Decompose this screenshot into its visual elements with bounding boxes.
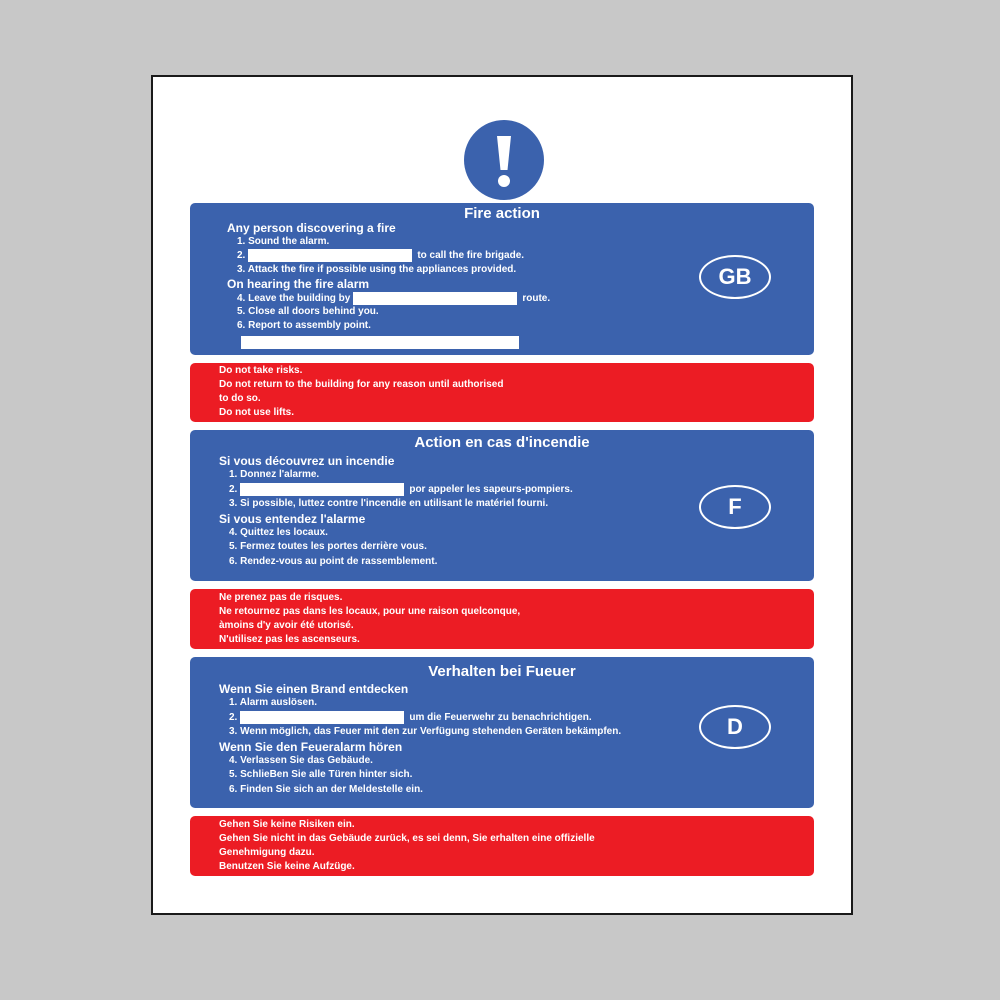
gb-title: Fire action [464,205,540,222]
fr-title: Action en cas d'incendie [414,434,590,451]
de-title: Verhalten bei Fueuer [428,663,576,680]
fr-country-badge: F [699,485,771,529]
gb-step-3: 3. Attack the fire if possible using the appliances provided. [237,264,517,275]
de-step-5: 5. SchlieBen Sie alle Türen hinter sich. [229,769,413,780]
fr-warning-4: N'utilisez pas les ascenseurs. [219,634,360,645]
de-phone-blank-field[interactable] [240,711,404,724]
fr-phone-blank-field[interactable] [240,483,404,496]
gb-step-4-text: 4. Leave the building by [237,293,351,304]
gb-heading-hearing: On hearing the fire alarm [227,277,370,291]
gb-step-5: 5. Close all doors behind you. [237,306,379,317]
fr-step-4: 4. Quittez les locaux. [229,527,328,538]
gb-warnings-panel [190,363,814,422]
de-step-3: 3. Wenn möglich, das Feuer mit den zur Verfügung stehenden Geräten bekämpfen. [229,726,622,737]
de-heading-hearing: Wenn Sie den Feueralarm hören [219,740,403,754]
gb-instructions-panel [190,203,814,355]
fr-step-5: 5. Fermez toutes les portes derrière vous. [229,541,427,552]
fr-step-1: 1. Donnez l'alarme. [229,469,320,480]
fire-action-sign [151,75,853,915]
de-heading-discovering: Wenn Sie einen Brand entdecken [219,682,409,696]
de-country-badge: D [699,705,771,749]
de-warnings-panel [190,816,814,876]
de-warning-2: Gehen Sie nicht in das Gebäude zurück, es sei denn, Sie erhalten eine offizielle [219,833,595,844]
gb-assembly-point-blank-field[interactable] [241,336,519,349]
gb-step-2-text: to call the fire brigade. [417,250,525,261]
gb-heading-discovering: Any person discovering a fire [227,221,396,235]
de-warning-4: Benutzen Sie keine Aufzüge. [219,861,355,872]
fr-step-2-number: 2. [229,484,238,495]
gb-step-4-suffix: route. [522,293,551,304]
gb-step-2-number: 2. [237,250,246,261]
gb-step-2 [237,249,524,262]
gb-warning-4: Do not use lifts. [219,407,294,418]
de-step-2-text: um die Feuerwehr zu benachrichtigen. [409,712,592,723]
de-step-1: 1. Alarm auslösen. [229,697,317,708]
gb-warning-2: Do not return to the building for any reason until authorised [219,379,504,390]
gb-country-badge: GB [699,255,771,299]
gb-step-4 [237,292,550,305]
gb-phone-blank-field[interactable] [248,249,412,262]
exclamation-mandatory-icon [464,120,544,200]
fr-warning-1: Ne prenez pas de risques. [219,592,343,603]
de-step-4: 4. Verlassen Sie das Gebäude. [229,755,373,766]
fr-warning-2: Ne retournez pas dans les locaux, pour une raison quelconque, [219,606,521,617]
gb-warning-3: to do so. [219,393,261,404]
gb-route-blank-field[interactable] [353,292,517,305]
de-warning-3: Genehmigung dazu. [219,847,315,858]
fr-heading-discovering: Si vous découvrez un incendie [219,454,395,468]
gb-step-1: 1. Sound the alarm. [237,236,330,247]
fr-heading-hearing: Si vous entendez l'alarme [219,512,366,526]
de-instructions-panel [190,657,814,808]
gb-step-6: 6. Report to assembly point. [237,320,371,331]
de-warning-1: Gehen Sie keine Risiken ein. [219,819,355,830]
fr-warning-3: àmoins d'y avoir été utorisé. [219,620,354,631]
fr-step-2 [229,483,573,496]
de-step-6: 6. Finden Sie sich an der Meldestelle ein. [229,784,423,795]
fr-step-2-text: por appeler les sapeurs-pompiers. [409,484,573,495]
de-step-2 [229,711,592,724]
fr-step-3: 3. Si possible, luttez contre l'incendie en utilisant le matériel fourni. [229,498,549,509]
de-step-2-number: 2. [229,712,238,723]
fr-step-6: 6. Rendez-vous au point de rassemblement. [229,556,438,567]
fr-warnings-panel [190,589,814,649]
gb-warning-1: Do not take risks. [219,365,303,376]
fr-instructions-panel [190,430,814,581]
